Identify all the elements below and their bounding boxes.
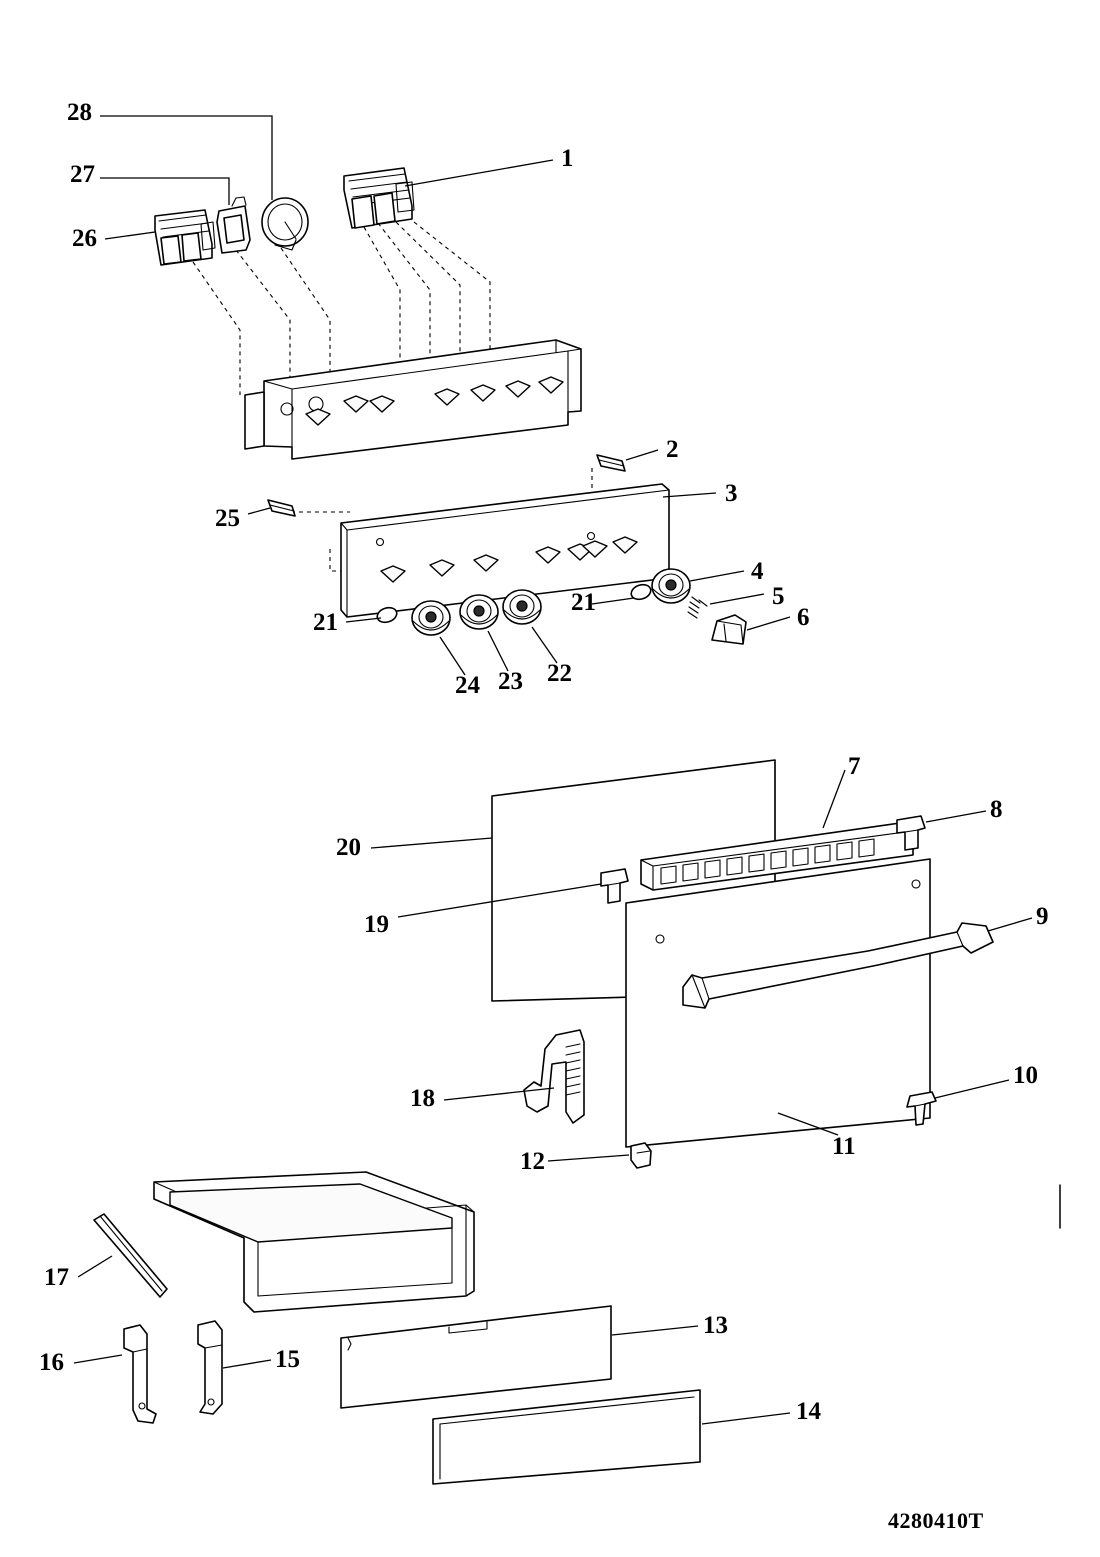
part-15-slide-right (198, 1321, 222, 1414)
control-chassis (245, 340, 581, 459)
callout-10: 10 (1013, 1062, 1038, 1089)
callout-leaders (74, 116, 1032, 1424)
callout-25: 25 (215, 505, 240, 532)
part-2-pin (597, 455, 625, 471)
part-5-spring (688, 597, 707, 618)
callout-16: 16 (39, 1349, 64, 1376)
callout-24: 24 (455, 672, 480, 699)
callout-17: 17 (44, 1264, 69, 1291)
part-28-timer-knob (262, 198, 308, 250)
callout-1: 1 (561, 145, 574, 172)
part-1-switch-block-right (344, 168, 414, 228)
part-12-small-bracket (631, 1143, 651, 1168)
callout-7: 7 (848, 753, 861, 780)
callout-21-left: 21 (313, 609, 338, 636)
callout-8: 8 (990, 796, 1003, 823)
callout-18: 18 (410, 1085, 435, 1112)
callout-20: 20 (336, 834, 361, 861)
callout-22: 22 (547, 660, 572, 687)
document-code: 4280410T (888, 1508, 984, 1533)
callout-28: 28 (67, 99, 92, 126)
part-17-rod (94, 1214, 167, 1297)
part-27-igniter-switch (217, 197, 250, 253)
callout-5: 5 (772, 583, 785, 610)
callout-9: 9 (1036, 903, 1049, 930)
part-24-knob (412, 601, 450, 635)
callout-3: 3 (725, 480, 738, 507)
part-16-slide-left (124, 1325, 156, 1423)
callout-2: 2 (666, 436, 679, 463)
callout-26: 26 (72, 225, 97, 252)
part-22-knob (503, 590, 541, 624)
part-14-drawer-lower-panel (433, 1390, 700, 1484)
part-18-latch (524, 1030, 584, 1123)
callout-6: 6 (797, 604, 810, 631)
callout-14: 14 (796, 1398, 821, 1425)
part-13-drawer-front-panel (341, 1306, 611, 1408)
part-4-thermostat-knob (652, 569, 690, 603)
drawer-body (154, 1172, 474, 1312)
callout-4: 4 (751, 558, 764, 585)
callout-13: 13 (703, 1312, 728, 1339)
callout-19: 19 (364, 911, 389, 938)
callout-11: 11 (832, 1133, 856, 1160)
part-25-pin (268, 500, 295, 516)
part-26-switch-block-left (155, 210, 215, 265)
part-6-knob-cap (712, 615, 746, 644)
callout-23: 23 (498, 668, 523, 695)
callout-27: 27 (70, 161, 95, 188)
callout-15: 15 (275, 1346, 300, 1373)
part-11-outer-door (626, 859, 930, 1147)
callout-21-right: 21 (571, 589, 596, 616)
part-23-knob (460, 595, 498, 629)
callout-12: 12 (520, 1148, 545, 1175)
part-3-fascia-panel (341, 484, 669, 617)
